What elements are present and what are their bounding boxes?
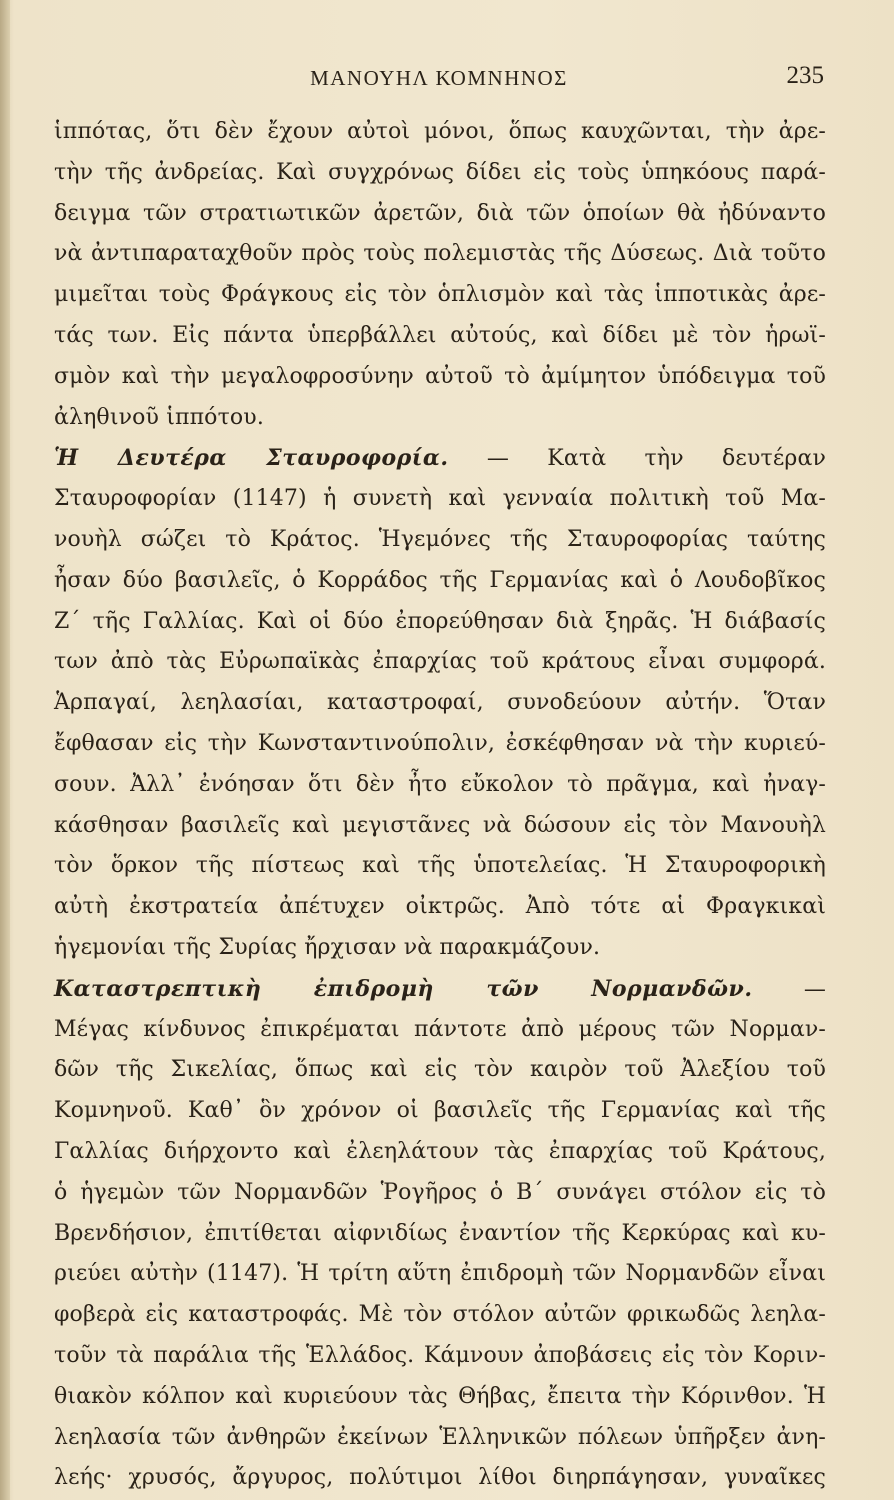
line-text: Γαλλίας διήρχοντο καὶ ἐλεηλάτουν τὰς ἐπαρχίας τοῦ Κράτους, — [54, 1138, 826, 1164]
line-text: νὰ ἀντιπαραταχθοῦν πρὸς τοὺς πολεμιστὰς τῆς Δύσεως. Διὰ τοῦτο — [54, 241, 826, 267]
section-heading: Ἡ Δευτέρα Σταυροφορία. — [54, 445, 449, 472]
text-line — [54, 969, 826, 1010]
line-text: — — [752, 976, 827, 1002]
text-line — [54, 642, 826, 683]
line-text: Μέγας κίνδυνος ἐπικρέμαται πάντοτε ἀπὸ μέρους τῶν Νορμαν- — [54, 1016, 826, 1042]
line-text: λεής· χρυσός, ἄργυρος, πολύτιμοι λίθοι διηρπάγησαν, γυναῖκες — [54, 1465, 826, 1491]
line-text: ἡγεμονίαι τῆς Συρίας ἤρχισαν νὰ παρακμάζουν. — [54, 934, 601, 960]
line-text: τὸν ὅρκον τῆς πίστεως καὶ τῆς ὑποτελείας. Ἡ Σταυροφορικὴ — [54, 853, 826, 879]
page-binding-edge — [0, 0, 10, 1500]
line-text: μιμεῖται τοὺς Φράγκους εἰς τὸν ὁπλισμὸν καὶ τὰς ἱπποτικὰς ἀρε- — [54, 282, 826, 308]
line-text: θιακὸν κόλπον καὶ κυριεύουν τὰς Θήβας, ἔπειτα τὴν Κόρινθον. Ἡ — [54, 1383, 826, 1409]
line-text: Σταυροφορίαν (1147) ἡ συνετὴ καὶ γενναία πολιτικὴ τοῦ Μα- — [54, 486, 826, 512]
text-line — [54, 112, 826, 153]
text-line — [54, 806, 826, 847]
page-header — [54, 62, 824, 98]
line-text: των ἀπὸ τὰς Εὐρωπαϊκὰς ἐπαρχίας τοῦ κράτους εἶναι συμφορά. — [54, 649, 826, 675]
line-text: ἔφθασαν εἰς τὴν Κωνσταντινούπολιν, ἐσκέφθησαν νὰ τὴν κυριεύ- — [54, 730, 826, 756]
text-line — [54, 887, 826, 928]
text-line — [54, 1458, 826, 1499]
text-line — [54, 602, 826, 643]
line-text: τάς των. Εἰς πάντα ὑπερβάλλει αὐτούς, καὶ δίδει μὲ τὸν ἡρωϊ- — [54, 322, 826, 348]
text-line — [54, 316, 826, 357]
text-line — [54, 1254, 826, 1295]
line-text: τὴν τῆς ἀνδρείας. Καὶ συγχρόνως δίδει εἰς τοὺς ὑπηκόους παρά- — [54, 159, 826, 185]
text-line — [54, 1336, 826, 1377]
text-line — [54, 1377, 826, 1418]
text-line — [54, 438, 826, 479]
line-text: Βρενδήσιον, ἐπιτίθεται αἰφνιδίως ἐναντίον τῆς Κερκύρας καὶ κυ- — [54, 1220, 826, 1246]
text-line — [54, 1295, 826, 1336]
text-line — [54, 194, 826, 235]
line-text: Κομνηνοῦ. Καθ᾽ ὃν χρόνον οἱ βασιλεῖς τῆς Γερμανίας καὶ τῆς — [54, 1098, 826, 1124]
line-text: σουν. Ἀλλ᾽ ἐνόησαν ὅτι δὲν ἦτο εὔκολον τὸ πρᾶγμα, καὶ ἠναγ- — [54, 771, 826, 797]
line-text: αὐτὴ ἐκστρατεία ἀπέτυχεν οἰκτρῶς. Ἀπὸ τότε αἱ Φραγκικαὶ — [54, 894, 826, 920]
line-text: νουὴλ σώζει τὸ Κράτος. Ἡγεμόνες τῆς Σταυροφορίας ταύτης — [54, 526, 826, 552]
text-line — [54, 928, 826, 969]
text-line — [54, 724, 826, 765]
line-text: — Κατὰ τὴν δευτέραν — [448, 446, 826, 472]
text-line — [54, 520, 826, 561]
text-line — [54, 275, 826, 316]
line-text: ἦσαν δύο βασιλεῖς, ὁ Κορράδος τῆς Γερμανίας καὶ ὁ Λουδοβῖκος — [54, 567, 826, 593]
running-title: ΜΑΝΟΥΗΛ ΚΟΜΝΗΝΟΣ — [310, 66, 568, 90]
text-line — [54, 398, 826, 439]
page-number: 235 — [786, 62, 824, 89]
line-text: ἱππότας, ὅτι δὲν ἔχουν αὐτοὶ μόνοι, ὅπως καυχῶνται, τὴν ἀρε- — [54, 119, 826, 144]
text-line — [54, 357, 826, 398]
text-line — [54, 1214, 826, 1255]
line-text: Ἁρπαγαί, λεηλασίαι, καταστροφαί, συνοδεύουν αὐτήν. Ὅταν — [54, 690, 826, 716]
text-line — [54, 1132, 826, 1173]
text-line — [54, 234, 826, 275]
text-line — [54, 1050, 826, 1091]
line-text: δειγμα τῶν στρατιωτικῶν ἀρετῶν, διὰ τῶν ὁποίων θὰ ἠδύναντο — [54, 200, 826, 226]
line-text: ὁ ἡγεμὼν τῶν Νορμανδῶν Ῥογῆρος ὁ Β΄ συνάγει στόλον εἰς τὸ — [54, 1179, 826, 1205]
line-text: φοβερὰ εἰς καταστροφάς. Μὲ τὸν στόλον αὐτῶν φρικωδῶς λεηλα- — [54, 1302, 826, 1328]
line-text: ριεύει αὐτὴν (1147). Ἡ τρίτη αὕτη ἐπιδρομὴ τῶν Νορμανδῶν εἶναι — [54, 1261, 826, 1287]
line-text: κάσθησαν βασιλεῖς καὶ μεγιστᾶνες νὰ δώσουν εἰς τὸν Μανουὴλ — [54, 812, 826, 838]
section-heading: Καταστρεπτικὴ ἐπιδρομὴ τῶν Νορμανδῶν. — [54, 975, 753, 1002]
line-text: ἀληθινοῦ ἱππότου. — [54, 404, 264, 430]
line-text: σμὸν καὶ τὴν μεγαλοφροσύνην αὐτοῦ τὸ ἀμίμητον ὑπόδειγμα τοῦ — [54, 363, 826, 389]
text-line — [54, 1091, 826, 1132]
text-line — [54, 1418, 826, 1459]
line-text: λεηλασία τῶν ἀνθηρῶν ἐκείνων Ἑλληνικῶν πόλεων ὑπῆρξεν ἀνη- — [54, 1424, 826, 1450]
text-line — [54, 561, 826, 602]
text-line — [54, 846, 826, 887]
line-text: τοῦν τὰ παράλια τῆς Ἑλλάδος. Κάμνουν ἀποβάσεις εἰς τὸν Κοριν- — [54, 1342, 826, 1368]
text-line — [54, 1173, 826, 1214]
text-line — [54, 1010, 826, 1051]
text-line — [54, 479, 826, 520]
text-line — [54, 683, 826, 724]
body-text — [54, 112, 826, 1499]
text-line — [54, 153, 826, 194]
line-text: δῶν τῆς Σικελίας, ὅπως καὶ εἰς τὸν καιρὸν τοῦ Ἀλεξίου τοῦ — [54, 1057, 826, 1083]
line-text: Ζ΄ τῆς Γαλλίας. Καὶ οἱ δύο ἐπορεύθησαν διὰ ξηρᾶς. Ἡ διάβασίς — [54, 608, 826, 634]
text-line — [54, 765, 826, 806]
